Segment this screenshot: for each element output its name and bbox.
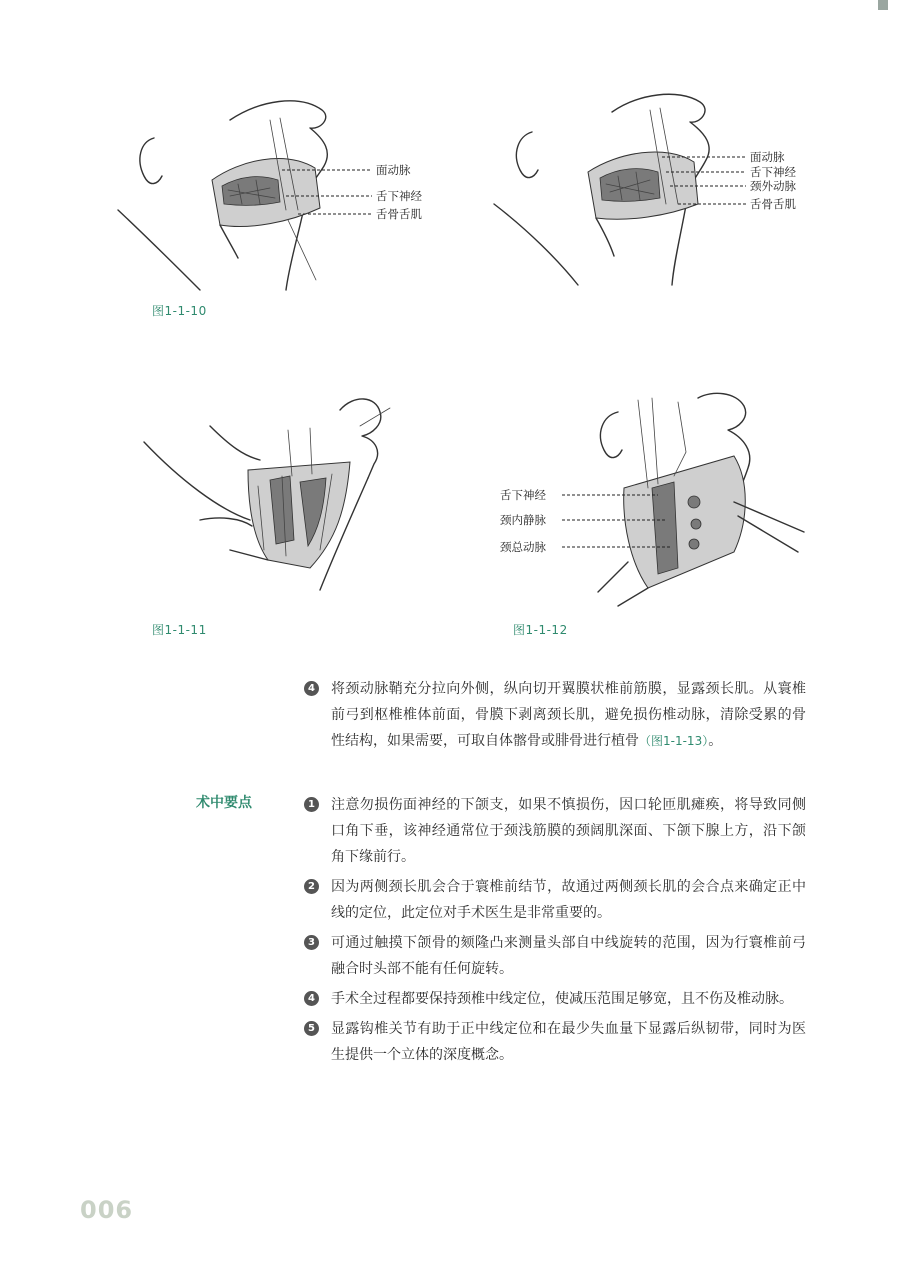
list-item: [304, 930, 806, 982]
callout-text: 舌骨舌肌: [750, 197, 796, 211]
figure-caption: 图1-1-10: [152, 304, 207, 318]
step-body: 将颈动脉鞘充分拉向外侧，纵向切开翼膜状椎前筋膜，显露颈长肌。从寰椎前弓到枢椎椎体前面，骨膜下剥离颈长肌，避免损伤椎动脉，清除受累的骨性结构，如果需要，可取自体髂骨或腓骨进行植骨: [331, 681, 806, 749]
point-number-badge: 4: [304, 991, 319, 1006]
point-number-badge: 5: [304, 1021, 319, 1036]
key-points-list: [304, 792, 806, 1072]
list-item: [304, 1016, 806, 1068]
section-heading: 术中要点: [196, 795, 252, 811]
step-4-block: [304, 676, 806, 758]
figure-caption: 图1-1-11: [152, 623, 207, 637]
list-item: [304, 676, 806, 754]
callout-text: 舌下神经: [750, 165, 796, 179]
point-number-badge: 2: [304, 879, 319, 894]
point-text: 因为两侧颈长肌会合于寰椎前结节，故通过两侧颈长肌的会合点来确定正中线的定位，此定位对手术医生是非常重要的。: [331, 879, 806, 921]
callout-text: 颈内静脉: [500, 513, 546, 527]
list-item: [304, 792, 806, 870]
step-end: 。: [708, 733, 723, 749]
callout-text: 面动脉: [376, 163, 411, 177]
point-text: 注意勿损伤面神经的下颌支，如果不慎损伤，因口轮匝肌瘫痪，将导致同侧口角下垂，该神经通常位于颈浅筋膜的颈阔肌深面、下颌下腺上方，沿下颌角下缘前行。: [331, 797, 806, 865]
point-text: 手术全过程都要保持颈椎中线定位，使减压范围足够宽，且不伤及椎动脉。: [331, 991, 793, 1007]
figure-caption: 图1-1-12: [513, 623, 568, 637]
figure-1-1-10b: [488, 80, 818, 295]
list-item: [304, 986, 806, 1012]
corner-tab: [878, 0, 888, 10]
callout-text: 面动脉: [750, 150, 785, 164]
point-number-badge: 1: [304, 797, 319, 812]
figure-1-1-10: [110, 80, 450, 295]
point-text: 显露钩椎关节有助于正中线定位和在最少失血量下显露后纵韧带，同时为医生提供一个立体的深度概念。: [331, 1021, 806, 1063]
callout-text: 舌骨舌肌: [376, 207, 422, 221]
callout-text: 颈总动脉: [500, 540, 546, 554]
figure-1-1-12: [498, 392, 808, 612]
step-number-badge: 4: [304, 681, 319, 696]
callout-text: 舌下神经: [500, 488, 546, 502]
point-number-badge: 3: [304, 935, 319, 950]
callout-text: 舌下神经: [376, 189, 422, 203]
point-text: 可通过触摸下颌骨的颏隆凸来测量头部自中线旋转的范围，因为行寰椎前弓融合时头部不能有任何旋转。: [331, 935, 806, 977]
step-text: [331, 676, 806, 754]
callout-text: 颈外动脉: [750, 179, 796, 193]
figure-1-1-11: [140, 390, 410, 600]
figure-reference: （图1-1-13）: [639, 734, 709, 748]
list-item: [304, 874, 806, 926]
page-number: 006: [80, 1196, 134, 1224]
